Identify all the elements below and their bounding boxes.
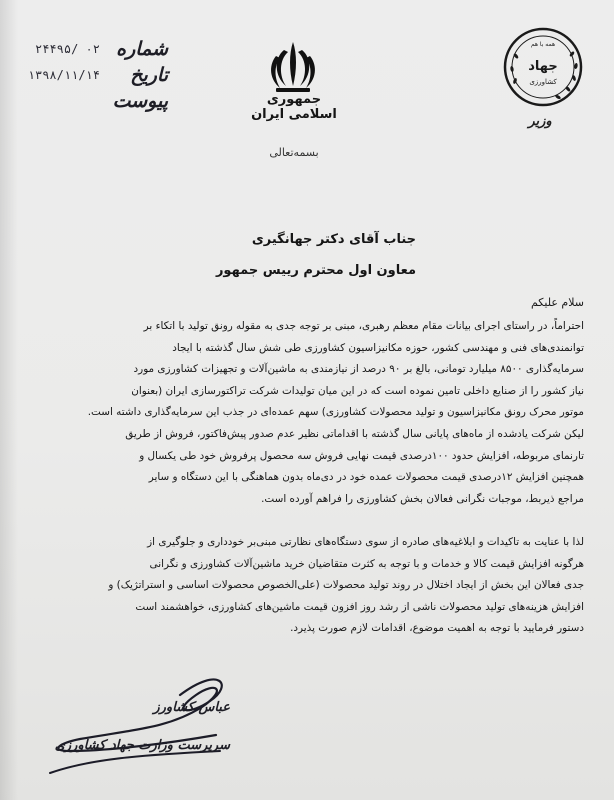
paragraph-line: تارنمای مربوطه، افزایش حدود ۱۰۰درصدی قیمت نهایی فروش سه محصول پرفروش خود طی یکسال و: [139, 449, 584, 462]
number-label: شماره: [116, 38, 168, 60]
meta-number-row: [18, 36, 168, 62]
signatory-title: سرپرست وزارت جهاد کشاورزی: [54, 738, 230, 753]
paragraph-1: [26, 316, 584, 532]
letter-meta: [18, 36, 168, 114]
paragraph-line: هرگونه افزایش قیمت کالا و خدمات و با توجه به کثرت متقاضیان خرید ماشین‌آلات کشاورزی و نگرانی: [149, 557, 584, 570]
addressee-position: معاون اول محترم رییس جمهور: [215, 263, 416, 278]
addressee-name: جناب آقای دکتر جهانگیری: [251, 232, 416, 247]
paragraph-line: توانمندی‌های فنی و مهندسی کشور، حوزه مکانیزاسیون کشاورزی طی شش سال گذشته با ایجاد: [172, 341, 584, 354]
meta-date-row: [18, 62, 168, 88]
signatory-name: عباس کشاورز: [153, 700, 230, 715]
date-value: ۱۳۹۸/۱۱/۱۴: [27, 68, 100, 82]
paragraph-line: دستور فرمایید با توجه به اهمیت موضوع، اقدامات لازم صورت پذیرد.: [290, 622, 584, 635]
iran-emblem-icon: [262, 36, 324, 98]
emblem-caption: جمهوری اسلامی ایران: [251, 92, 337, 122]
logo-main-text: جهاد: [528, 59, 558, 74]
paragraph-line: احتراماً، در راستای اجرای بیانات مقام معظم رهبری، مبنی بر توجه جدی به مقوله رونق تولید با اتکاء بر: [143, 320, 584, 332]
logo-side-text: کشاورزی: [529, 78, 557, 86]
paragraph-line: لذا با عنایت به تاکیدات و ابلاغیه‌های صادره از سوی دستگاه‌های نظارتی مبنی‌بر خودداری و جلوگیری از: [147, 536, 584, 548]
ministry-logo-icon: [500, 24, 586, 110]
minister-label: وزیر: [528, 114, 552, 129]
paragraph-line: جدی فعالان این بخش از ایجاد اختلال در روند تولید محصولات (علی‌الخصوص محصولات اساسی و استراتژیک) و: [108, 579, 584, 592]
paragraph-line: لیکن شرکت یادشده از ماه‌های پایانی سال گذشته با اقداماتی نظیر عدم صدور پیش‌فاکتور، فروش از طریق: [125, 427, 584, 440]
date-label: تاریخ: [130, 64, 168, 86]
paragraph-line: موتور محرک رونق مکانیزاسیون و تولید محصولات کشاورزی) سهم عمده‌ای در جذب این سرمایه‌گذاری داشته است.: [87, 406, 584, 419]
paragraph-line: سرمایه‌گذاری ۸۵۰۰ میلیارد تومانی، بالغ بر ۹۰ درصد از نیازمندی به ماشین‌آلات و تجهیزات کشاورزی مورد: [133, 363, 584, 376]
number-value: ۲۴۴۹۵/ ۰۲: [34, 42, 100, 56]
basmala: بسمه‌تعالی: [269, 146, 319, 159]
page-shadow: [0, 0, 18, 800]
greeting: سلام علیکم: [530, 296, 584, 309]
paragraph-line: همچنین افزایش ۱۲درصدی قیمت محصولات عمده خود در دی‌ماه بدون هماهنگی با این دستگاه و سایر: [148, 471, 584, 484]
paragraph-line: افزایش هزینه‌های تولید محصولات ناشی از رشد روز افزون قیمت ماشین‌های کشاورزی، خواهشمند است: [135, 600, 584, 613]
attachment-label: پیوست: [112, 90, 168, 112]
paragraph-line: مراجع ذیربط، موجبات نگرانی فعالان بخش کشاورزی را فراهم آورده است.: [261, 492, 584, 505]
signature-scribble: [20, 655, 250, 785]
paragraph-line: نیاز کشور را از صنایع داخلی تامین نموده است که در این میان تولیدات شرکت تراکتورسازی ایران (بعنوان: [131, 384, 584, 397]
meta-attachment-row: [18, 88, 168, 114]
logo-small-text: همه با هم: [530, 41, 556, 48]
paragraph-2: [26, 532, 584, 662]
